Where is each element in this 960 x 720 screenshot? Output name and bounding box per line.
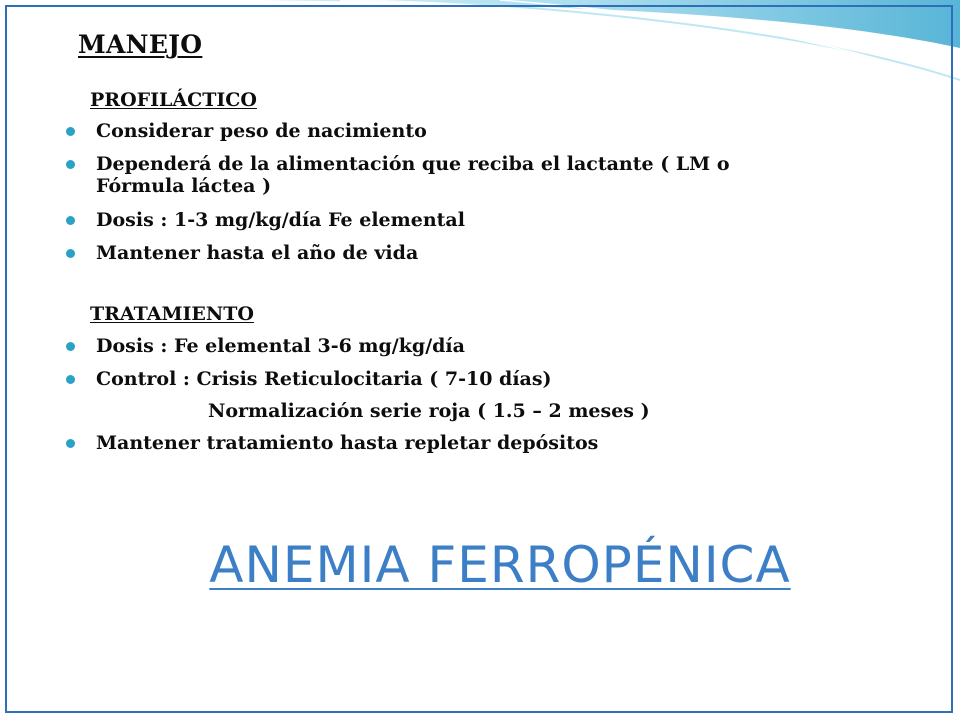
list-item [96,368,916,390]
list-item-text: Mantener hasta el año de vida [96,242,419,264]
slide-heading: MANEJO [78,30,203,59]
section-title-profilactico: PROFILÁCTICO [90,89,257,111]
bullet-dot-icon [66,127,75,136]
tratamiento-continuation-text: Normalización serie roja ( 1.5 – 2 meses ) [208,400,650,422]
list-item-text: Dosis : 1-3 mg/kg/día Fe elemental [96,209,465,231]
list-item [96,209,916,231]
list-item [96,120,916,142]
bullet-dot-icon [66,439,75,448]
list-item [96,335,916,357]
slide-frame [5,5,953,713]
section-title-tratamiento: TRATAMIENTO [90,303,254,325]
list-item-text: Considerar peso de nacimiento [96,120,427,142]
list-item [96,153,796,197]
list-item [96,242,916,264]
bullet-dot-icon [66,216,75,225]
list-item-text: Dependerá de la alimentación que reciba el lactante ( LM o Fórmula láctea ) [96,153,730,197]
bullet-dot-icon [66,160,75,169]
anemia-ferropenica-link[interactable]: ANEMIA FERROPÉNICA [209,536,791,594]
list-item-text: Control : Crisis Reticulocitaria ( 7-10 días) [96,368,552,390]
bullet-dot-icon [66,342,75,351]
list-item [96,432,916,454]
list-item-text: Mantener tratamiento hasta repletar depósitos [96,432,599,454]
bullet-dot-icon [66,375,75,384]
bullet-dot-icon [66,249,75,258]
list-item-text: Dosis : Fe elemental 3-6 mg/kg/día [96,335,465,357]
